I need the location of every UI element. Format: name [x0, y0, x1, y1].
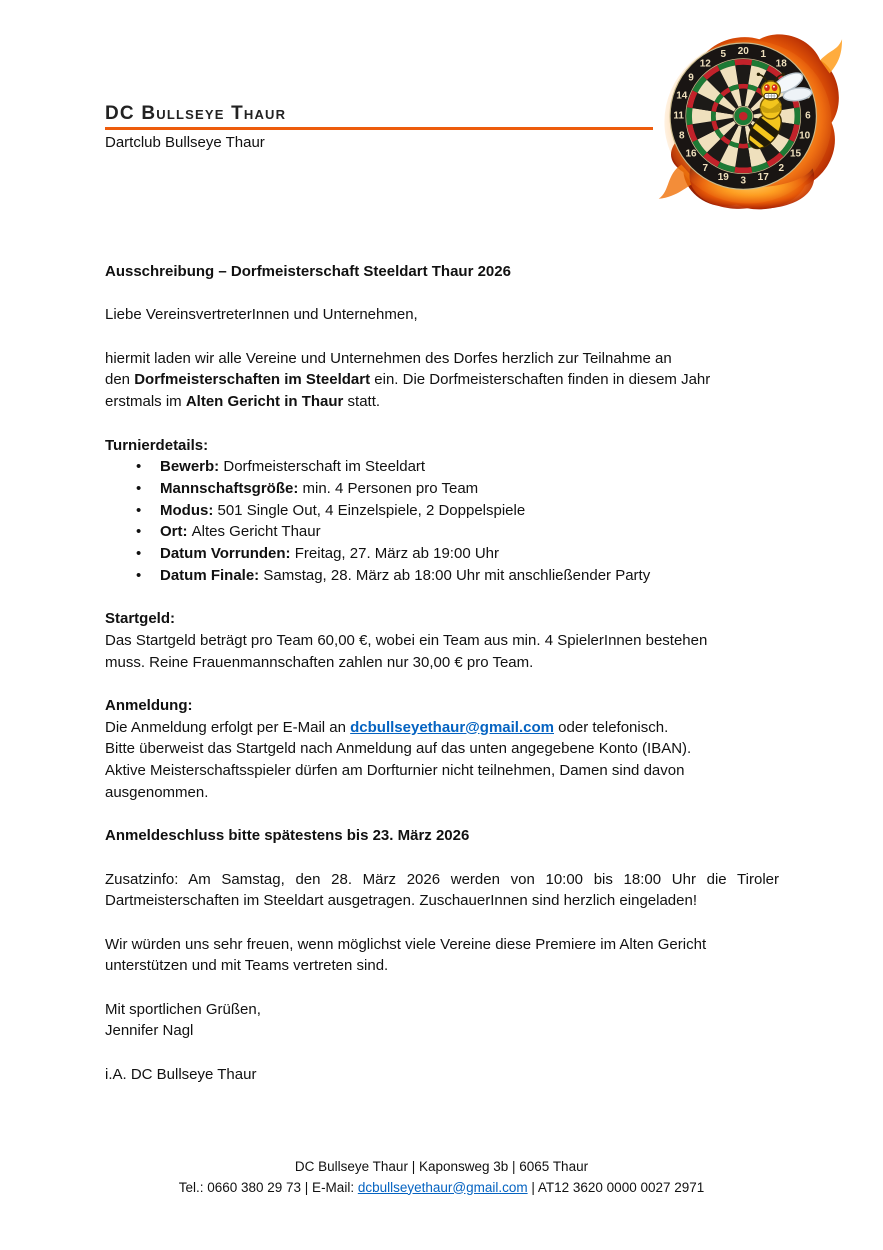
svg-text:2: 2 [778, 162, 784, 174]
svg-text:15: 15 [789, 148, 802, 160]
svg-text:6: 6 [805, 110, 811, 122]
svg-text:8: 8 [679, 130, 685, 142]
regards-block: Mit sportlichen Grüßen, Jennifer Nagl [105, 1000, 261, 1040]
svg-text:18: 18 [775, 58, 787, 70]
startgeld-heading: Startgeld: [105, 610, 176, 628]
signature-line: i.A. DC Bullseye Thaur [105, 1065, 257, 1083]
club-logo-graphic [651, 24, 845, 214]
zusatzinfo-paragraph [105, 869, 779, 912]
zusatzinfo-line2: Dartmeisterschaften im Steeldart ausgetragen. ZuschauerInnen sind herzlich eingeladen! [105, 892, 698, 910]
club-logo [651, 24, 845, 214]
email-link[interactable]: dcbullseyethaur@gmail.com [350, 718, 554, 736]
svg-text:20: 20 [737, 46, 749, 58]
anmeldung-heading: Anmeldung: [105, 696, 193, 714]
document-title: Ausschreibung – Dorfmeisterschaft Steeldart Thaur 2026 [105, 263, 511, 280]
letter-body [105, 261, 779, 1107]
svg-text:7: 7 [702, 162, 709, 174]
svg-text:9: 9 [688, 72, 694, 84]
intro-paragraph: hiermit laden wir alle Vereine und Unternehmen des Dorfes herzlich zur Teilnahme an den Dorfmeisterschaften im Steeldart ein. Die Dorfmeisterschaften finden in diesem Jahr erstmals im Alten Gericht in Thaur statt. [105, 349, 711, 411]
anmeldung-paragraph: Die Anmeldung erfolgt per E-Mail an dcbullseyethaur@gmail.com oder telefonisch. Bitte überweist das Startgeld nach Anmeldung auf das unten angegebene Konto (IBAN). Aktive Meisterschaftsspieler dürfen am Dorfturnier nicht teilnehmen, Damen sind davon ausgenommen. [105, 718, 692, 801]
tournament-details-heading: Turnierdetails: [105, 436, 209, 454]
detail-item: • Bewerb: Dorfmeisterschaft im Steeldart [105, 456, 779, 478]
header-divider [105, 127, 653, 130]
detail-item: • Datum Vorrunden: Freitag, 27. März ab 19:00 Uhr [105, 543, 779, 565]
svg-text:16: 16 [685, 148, 697, 160]
svg-text:11: 11 [673, 110, 684, 122]
svg-text:12: 12 [699, 58, 711, 70]
tournament-details-list [105, 456, 779, 586]
startgeld-paragraph: Das Startgeld beträgt pro Team 60,00 €, wobei ein Team aus min. 4 SpielerInnen bestehen muss. Reine Frauenmannschaften zahlen nur 30,00 € pro Team. [105, 631, 708, 671]
zusatzinfo-line1: Zusatzinfo: Am Samstag, den 28. März 2026 werden von 10:00 bis 18:00 Uhr die Tiroler [105, 870, 779, 888]
svg-text:19: 19 [717, 172, 729, 184]
svg-text:10: 10 [799, 130, 811, 142]
dartboard-icon [670, 43, 816, 189]
footer-address-line: DC Bullseye Thaur | Kaponsweg 3b | 6065 Thaur [294, 1159, 589, 1174]
svg-text:17: 17 [757, 172, 769, 184]
detail-item: • Ort: Altes Gericht Thaur [105, 521, 779, 543]
svg-text:1: 1 [760, 49, 766, 61]
detail-item: • Datum Finale: Samstag, 28. März ab 18:00 Uhr mit anschließender Party [105, 565, 779, 587]
svg-text:5: 5 [720, 49, 727, 61]
detail-item: • Modus: 501 Single Out, 4 Einzelspiele, 2 Doppelspiele [105, 500, 779, 522]
svg-text:14: 14 [676, 90, 688, 102]
detail-item: • Mannschaftsgröße: min. 4 Personen pro Team [105, 478, 779, 500]
email-link[interactable]: dcbullseyethaur@gmail.com [357, 1179, 528, 1195]
club-subtitle: Dartclub Bullseye Thaur [105, 134, 265, 151]
footer-contact-line: Tel.: 0660 380 29 73 | E-Mail: dcbullseyethaur@gmail.com | AT12 3620 0000 0027 2971 [178, 1179, 705, 1195]
svg-text:3: 3 [740, 175, 747, 187]
letterhead [105, 102, 653, 151]
deadline-line: Anmeldeschluss bitte spätestens bis 23. März 2026 [105, 827, 470, 845]
closing-paragraph: Wir würden uns sehr freuen, wenn möglichst viele Vereine diese Premiere im Alten Gericht unterstützen und mit Teams vertreten sind. [105, 935, 707, 975]
salutation: Liebe VereinsvertreterInnen und Unternehmen, [105, 306, 418, 324]
club-name-heading: DC Bullseye Thaur [105, 103, 287, 124]
footer [0, 1157, 883, 1198]
